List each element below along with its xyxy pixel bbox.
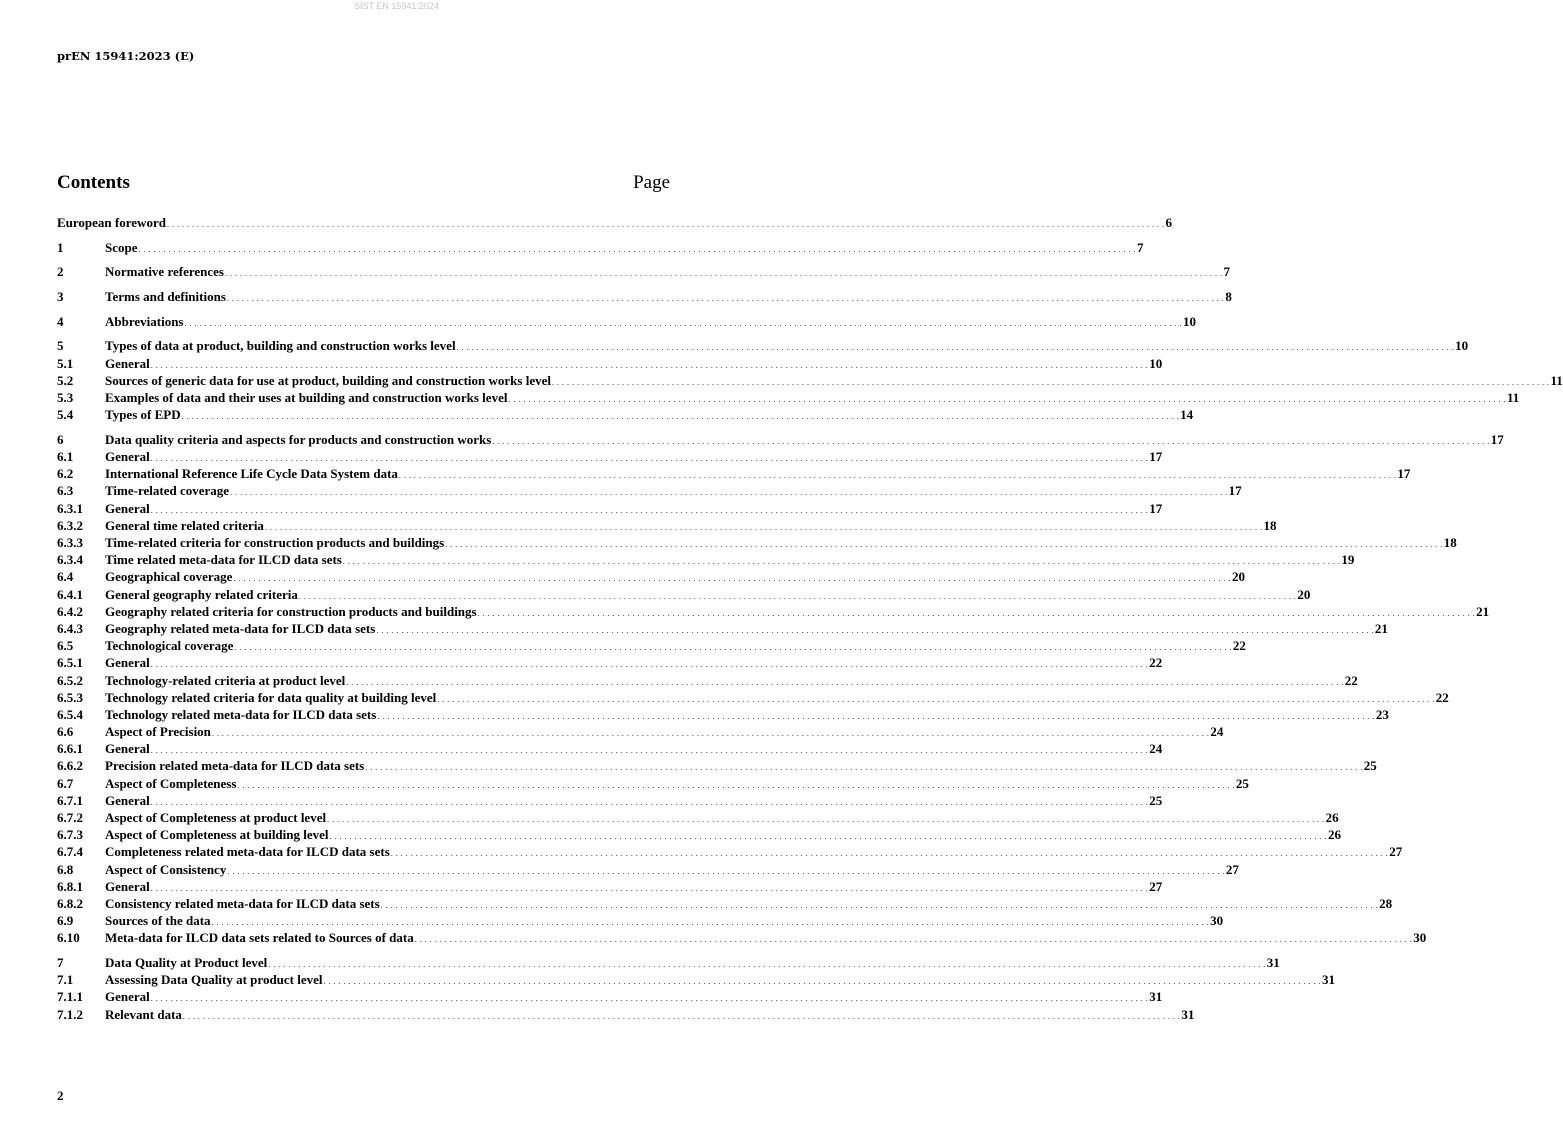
toc-entry-page: 19 [1341, 552, 1355, 568]
dot-leader: . . . . . . . . . . . . . . . . . . . . . . . . . . . . . . . . . . . . . . . . . . . . . . . . . . . . . . . . . . . . . . . . . . . . . . . . . . . . . . . . . . . . . . . . . . . . . . . . . . . . . . . . . . . . . . . . . . . . . . . . . . . . . . . . . . . . . . . . . . . . . . . . . . . . . . . . . . . . . . . . . . . . . . . . . . . . . . . . . . . . . . . . . . . . . . . . . . . . . . . . [264, 522, 1263, 532]
toc-entry-number: 6.7.1 [57, 792, 83, 808]
toc-entry-title: Time-related coverage [105, 483, 230, 499]
dot-leader: . . . . . . . . . . . . . . . . . . . . . . . . . . . . . . . . . . . . . . . . . . . . . . . . . . . . . . . . . . . . . . . . . . . . . . . . . . . . . . . . . . . . . . . . . . . . . . . . . . . . . . . . . . . . . . . . . . . . . . . . . . . . . . . . . . . . . . . . . . . . . . . . . . . . . . . . . . . . . . . . . . . . . . . . . . . . . . . . . . . . . . . . . . . . . . . . . . . . . . . . [346, 677, 1344, 687]
dot-leader: . . . . . . . . . . . . . . . . . . . . . . . . . . . . . . . . . . . . . . . . . . . . . . . . . . . . . . . . . . . . . . . . . . . . . . . . . . . . . . . . . . . . . . . . . . . . . . . . . . . . . . . . . . . . . . . . . . . . . . . . . . . . . . . . . . . . . . . . . . . . . . . . . . . . . . . . . . . . . . . . . . . . . . . . . . . . . . . . . . . . . . . . . . . . . . . . . . . . . . . . [552, 377, 1550, 387]
toc-entry-page: 8 [1225, 289, 1232, 305]
toc-entry-number: 5.4 [57, 407, 74, 423]
toc-entry-page: 22 [1232, 638, 1246, 654]
toc-entry-number: 2 [57, 264, 64, 280]
toc-entry-page: 7 [1137, 239, 1144, 255]
toc-entry-title: Time-related criteria for construction products and buildings [105, 535, 445, 550]
dot-leader: . . . . . . . . . . . . . . . . . . . . . . . . . . . . . . . . . . . . . . . . . . . . . . . . . . . . . . . . . . . . . . . . . . . . . . . . . . . . . . . . . . . . . . . . . . . . . . . . . . . . . . . . . . . . . . . . . . . . . . . . . . . . . . . . . . . . . . . . . . . . . . . . . . . . . . . . . . . . . . . . . . . . . . . . . . . . . . . . . . . . . . . . . . . . . . . . . . . . . . . . [323, 977, 1322, 987]
contents-title: Contents [57, 172, 130, 193]
toc-entry-number: 6.3.3 [57, 535, 83, 550]
dot-leader: . . . . . . . . . . . . . . . . . . . . . . . . . . . . . . . . . . . . . . . . . . . . . . . . . . . . . . . . . . . . . . . . . . . . . . . . . . . . . . . . . . . . . . . . . . . . . . . . . . . . . . . . . . . . . . . . . . . . . . . . . . . . . . . . . . . . . . . . . . . . . . . . . . . . . . . . . . . . . . . . . . . . . . . . . . . . . . . . . . . . . . . . . . . . . . . . . . . . . . . . [150, 746, 1149, 756]
toc-entry-title: Aspect of Consistency [105, 861, 227, 877]
dot-leader: . . . . . . . . . . . . . . . . . . . . . . . . . . . . . . . . . . . . . . . . . . . . . . . . . . . . . . . . . . . . . . . . . . . . . . . . . . . . . . . . . . . . . . . . . . . . . . . . . . . . . . . . . . . . . . . . . . . . . . . . . . . . . . . . . . . . . . . . . . . . . . . . . . . . . . . . . . . . . . . . . . . . . . . . . . . . . . . . . . . . . . . . . . . . . . . . . . . . . . . . [226, 294, 1225, 304]
toc-entry[interactable] [57, 878, 1163, 895]
toc-entry-page: 22 [1149, 655, 1163, 671]
toc-entry-number: 6.7.4 [57, 844, 83, 860]
toc-entry-title: Meta-data for ILCD data sets related to Sources of data [105, 930, 414, 946]
dot-leader: . . . . . . . . . . . . . . . . . . . . . . . . . . . . . . . . . . . . . . . . . . . . . . . . . . . . . . . . . . . . . . . . . . . . . . . . . . . . . . . . . . . . . . . . . . . . . . . . . . . . . . . . . . . . . . . . . . . . . . . . . . . . . . . . . . . . . . . . . . . . . . . . . . . . . . . . . . . . . . . . . . . . . . . . . . . . . . . . . . . . . . . . . . . . . . . . . . . . . . . . [150, 797, 1149, 807]
toc-entry-number: 6.5.4 [57, 706, 83, 722]
toc-entry-title: General [105, 655, 150, 671]
toc-entry[interactable] [57, 1006, 1195, 1023]
dot-leader: . . . . . . . . . . . . . . . . . . . . . . . . . . . . . . . . . . . . . . . . . . . . . . . . . . . . . . . . . . . . . . . . . . . . . . . . . . . . . . . . . . . . . . . . . . . . . . . . . . . . . . . . . . . . . . . . . . . . . . . . . . . . . . . . . . . . . . . . . . . . . . . . . . . . . . . . . . . . . . . . . . . . . . . . . . . . . . . . . . . . . . . . . . . . . . . . . . . . . . . . [182, 1011, 1181, 1021]
toc-entry[interactable] [57, 263, 1230, 280]
toc-entry-page: 25 [1149, 792, 1163, 808]
toc-entry-title: General [105, 989, 150, 1005]
dot-leader: . . . . . . . . . . . . . . . . . . . . . . . . . . . . . . . . . . . . . . . . . . . . . . . . . . . . . . . . . . . . . . . . . . . . . . . . . . . . . . . . . . . . . . . . . . . . . . . . . . . . . . . . . . . . . . . . . . . . . . . . . . . . . . . . . . . . . . . . . . . . . . . . . . . . . . . . . . . . . . . . . . . . . . . . . . . . . . . . . . . . . . . . . . . . . . . . . . . . . . . . [508, 395, 1506, 404]
toc-entry[interactable] [57, 620, 1388, 637]
toc-entry-number: 6.3 [57, 483, 74, 499]
dot-leader: . . . . . . . . . . . . . . . . . . . . . . . . . . . . . . . . . . . . . . . . . . . . . . . . . . . . . . . . . . . . . . . . . . . . . . . . . . . . . . . . . . . . . . . . . . . . . . . . . . . . . . . . . . . . . . . . . . . . . . . . . . . . . . . . . . . . . . . . . . . . . . . . . . . . . . . . . . . . . . . . . . . . . . . . . . . . . . . . . . . . . . . . . . . . . . . . . . . . . . . . [377, 711, 1375, 721]
dot-leader: . . . . . . . . . . . . . . . . . . . . . . . . . . . . . . . . . . . . . . . . . . . . . . . . . . . . . . . . . . . . . . . . . . . . . . . . . . . . . . . . . . . . . . . . . . . . . . . . . . . . . . . . . . . . . . . . . . . . . . . . . . . . . . . . . . . . . . . . . . . . . . . . . . . . . . . . . . . . . . . . . . . . . . . . . . . . . . . . . . . . . . . . . . . . . . . . . . . . . . . . [184, 318, 1182, 328]
toc-entry[interactable] [57, 355, 1163, 372]
toc-entry-title: Data Quality at Product level [105, 955, 268, 970]
toc-entry-number: 6.3.2 [57, 517, 83, 533]
toc-entry[interactable] [57, 337, 1469, 354]
toc-entry-number: 5.2 [57, 372, 74, 388]
dot-leader: . . . . . . . . . . . . . . . . . . . . . . . . . . . . . . . . . . . . . . . . . . . . . . . . . . . . . . . . . . . . . . . . . . . . . . . . . . . . . . . . . . . . . . . . . . . . . . . . . . . . . . . . . . . . . . . . . . . . . . . . . . . . . . . . . . . . . . . . . . . . . . . . . . . . . . . . . . . . . . . . . . . . . . . . . . . . . . . . . . . . . . . . . . . . . . . . . . . . . . . . [268, 960, 1266, 969]
dot-leader: . . . . . . . . . . . . . . . . . . . . . . . . . . . . . . . . . . . . . . . . . . . . . . . . . . . . . . . . . . . . . . . . . . . . . . . . . . . . . . . . . . . . . . . . . . . . . . . . . . . . . . . . . . . . . . . . . . . . . . . . . . . . . . . . . . . . . . . . . . . . . . . . . . . . . . . . . . . . . . . . . . . . . . . . . . . . . . . . . . . . . . . . . . . . . . . . . . . . . . . . [390, 849, 1389, 859]
toc-entry-title: Aspect of Precision [105, 724, 211, 740]
toc-entry-number: 7.1.2 [57, 1006, 83, 1022]
toc-entry-number: 6.3.4 [57, 552, 83, 568]
toc-entry-page: 26 [1328, 827, 1342, 843]
toc-entry-page: 7 [1223, 264, 1230, 280]
toc-entry-title: Geographical coverage [105, 569, 233, 585]
toc-entry-page: 23 [1375, 706, 1389, 722]
toc-entry-number: 6.7 [57, 775, 74, 791]
document-id: prEN 15941:2023 (E) [57, 49, 195, 63]
page-number: 2 [57, 1088, 64, 1103]
dot-leader: . . . . . . . . . . . . . . . . . . . . . . . . . . . . . . . . . . . . . . . . . . . . . . . . . . . . . . . . . . . . . . . . . . . . . . . . . . . . . . . . . . . . . . . . . . . . . . . . . . . . . . . . . . . . . . . . . . . . . . . . . . . . . . . . . . . . . . . . . . . . . . . . . . . . . . . . . . . . . . . . . . . . . . . . . . . . . . . . . . . . . . . . . . . . . . . . . . . . . . . . [234, 643, 1232, 653]
toc-entry-title: Data quality criteria and aspects for products and construction works [105, 431, 492, 447]
toc-entry-page: 27 [1149, 878, 1163, 894]
toc-entry-number: 3 [57, 289, 64, 305]
toc-entry-number: 7.1.1 [57, 989, 83, 1005]
toc-entry-title: General [105, 792, 150, 808]
toc-entry[interactable] [57, 551, 1355, 568]
dot-leader: . . . . . . . . . . . . . . . . . . . . . . . . . . . . . . . . . . . . . . . . . . . . . . . . . . . . . . . . . . . . . . . . . . . . . . . . . . . . . . . . . . . . . . . . . . . . . . . . . . . . . . . . . . . . . . . . . . . . . . . . . . . . . . . . . . . . . . . . . . . . . . . . . . . . . . . . . . . . . . . . . . . . . . . . . . . . . . . . . . . . . . . . . . . . . . . . . . . . . . . . [365, 763, 1363, 773]
toc-entry-page: 31 [1266, 955, 1280, 970]
toc-entry-title: General [105, 355, 150, 371]
toc-entry[interactable] [57, 689, 1449, 706]
toc-entry[interactable] [57, 431, 1504, 448]
toc-entry-title: Geography related criteria for construction products and buildings [105, 603, 477, 619]
toc-entry-title: Abbreviations [105, 313, 184, 329]
toc-entry-title: Time related meta-data for ILCD data sets [105, 552, 342, 568]
toc-entry-number: 6.2 [57, 466, 74, 482]
toc-entry[interactable] [57, 954, 1280, 971]
toc-entry-title: Sources of the data [105, 913, 211, 929]
toc-entry-title: Normative references [105, 264, 224, 280]
toc-entry-title: Types of data at product, building and construction works level [105, 338, 456, 354]
toc-entry-title: General [105, 878, 150, 894]
toc-entry-number: 5.3 [57, 390, 74, 405]
toc-entry[interactable] [57, 929, 1427, 946]
toc-entry[interactable] [57, 448, 1163, 465]
toc-entry[interactable] [57, 988, 1163, 1005]
toc-entry-number: 6.8.1 [57, 878, 83, 894]
toc-entry[interactable] [57, 500, 1163, 517]
toc-entry[interactable] [57, 895, 1393, 912]
dot-leader: . . . . . . . . . . . . . . . . . . . . . . . . . . . . . . . . . . . . . . . . . . . . . . . . . . . . . . . . . . . . . . . . . . . . . . . . . . . . . . . . . . . . . . . . . . . . . . . . . . . . . . . . . . . . . . . . . . . . . . . . . . . . . . . . . . . . . . . . . . . . . . . . . . . . . . . . . . . . . . . . . . . . . . . . . . . . . . . . . . . . . . . . . . . . . . . . . . . . . . . . [230, 488, 1228, 498]
toc-entry[interactable] [57, 971, 1336, 988]
toc-entry[interactable] [57, 740, 1163, 757]
toc-entry-page: 30 [1413, 930, 1427, 946]
toc-entry-page: 14 [1180, 407, 1194, 423]
toc-entry-number: 6.3.1 [57, 500, 83, 516]
toc-entry[interactable] [57, 861, 1239, 878]
dot-leader: . . . . . . . . . . . . . . . . . . . . . . . . . . . . . . . . . . . . . . . . . . . . . . . . . . . . . . . . . . . . . . . . . . . . . . . . . . . . . . . . . . . . . . . . . . . . . . . . . . . . . . . . . . . . . . . . . . . . . . . . . . . . . . . . . . . . . . . . . . . . . . . . . . . . . . . . . . . . . . . . . . . . . . . . . . . . . . . . . . . . . . . . . . . . . . . . . . . . . . . . [233, 574, 1231, 584]
page-column-label: Page [633, 172, 670, 193]
toc-entry-title: General [105, 741, 150, 757]
dot-leader: . . . . . . . . . . . . . . . . . . . . . . . . . . . . . . . . . . . . . . . . . . . . . . . . . . . . . . . . . . . . . . . . . . . . . . . . . . . . . . . . . . . . . . . . . . . . . . . . . . . . . . . . . . . . . . . . . . . . . . . . . . . . . . . . . . . . . . . . . . . . . . . . . . . . . . . . . . . . . . . . . . . . . . . . . . . . . . . . . . . . . . . . . . . . . . . . . . . . . . . . [327, 815, 1325, 824]
toc-entry-page: 18 [1443, 535, 1457, 550]
toc-entry-page: 20 [1297, 586, 1311, 602]
toc-entry[interactable] [57, 723, 1224, 740]
toc-entry[interactable] [57, 239, 1144, 256]
toc-entry-number: 6.6.2 [57, 758, 83, 774]
toc-entry-number: 4 [57, 313, 64, 329]
dot-leader: . . . . . . . . . . . . . . . . . . . . . . . . . . . . . . . . . . . . . . . . . . . . . . . . . . . . . . . . . . . . . . . . . . . . . . . . . . . . . . . . . . . . . . . . . . . . . . . . . . . . . . . . . . . . . . . . . . . . . . . . . . . . . . . . . . . . . . . . . . . . . . . . . . . . . . . . . . . . . . . . . . . . . . . . . . . . . . . . . . . . . . . . . . . . . . . . . . . . . . . . [150, 360, 1149, 370]
toc-entry-page: 18 [1263, 517, 1277, 533]
toc-entry[interactable] [57, 586, 1311, 603]
toc-entry-title: Types of EPD [105, 407, 181, 423]
toc-entry-page: 6 [1165, 215, 1172, 230]
toc-entry[interactable] [57, 603, 1490, 620]
toc-entry[interactable] [57, 465, 1411, 482]
toc-entry-number: 7 [57, 955, 64, 970]
toc-entry-title: Examples of data and their uses at building and construction works level [105, 390, 508, 405]
toc-entry-title: Aspect of Completeness at building level [105, 827, 329, 843]
toc-entry[interactable] [57, 389, 1520, 406]
toc-entry[interactable] [57, 792, 1163, 809]
toc-entry[interactable] [57, 826, 1342, 843]
toc-entry-page: 25 [1363, 758, 1377, 774]
toc-entry-number: 6.4.2 [57, 603, 83, 619]
dot-leader: . . . . . . . . . . . . . . . . . . . . . . . . . . . . . . . . . . . . . . . . . . . . . . . . . . . . . . . . . . . . . . . . . . . . . . . . . . . . . . . . . . . . . . . . . . . . . . . . . . . . . . . . . . . . . . . . . . . . . . . . . . . . . . . . . . . . . . . . . . . . . . . . . . . . . . . . . . . . . . . . . . . . . . . . . . . . . . . . . . . . . . . . . . . . . . . . . . . . . . . . [150, 505, 1149, 515]
dot-leader: . . . . . . . . . . . . . . . . . . . . . . . . . . . . . . . . . . . . . . . . . . . . . . . . . . . . . . . . . . . . . . . . . . . . . . . . . . . . . . . . . . . . . . . . . . . . . . . . . . . . . . . . . . . . . . . . . . . . . . . . . . . . . . . . . . . . . . . . . . . . . . . . . . . . . . . . . . . . . . . . . . . . . . . . . . . . . . . . . . . . . . . . . . . . . . . . . . . . . . . . [225, 269, 1223, 279]
toc-entry[interactable] [57, 809, 1339, 826]
toc-entry-title: General [105, 500, 150, 516]
dot-leader: . . . . . . . . . . . . . . . . . . . . . . . . . . . . . . . . . . . . . . . . . . . . . . . . . . . . . . . . . . . . . . . . . . . . . . . . . . . . . . . . . . . . . . . . . . . . . . . . . . . . . . . . . . . . . . . . . . . . . . . . . . . . . . . . . . . . . . . . . . . . . . . . . . . . . . . . . . . . . . . . . . . . . . . . . . . . . . . . . . . . . . . . . . . . . . . . . . . . . . . . [150, 994, 1149, 1004]
toc-entry[interactable] [57, 757, 1377, 774]
toc-entry-number: 6.7.2 [57, 810, 83, 825]
toc-entry-title: Assessing Data Quality at product level [105, 972, 323, 988]
dot-leader: . . . . . . . . . . . . . . . . . . . . . . . . . . . . . . . . . . . . . . . . . . . . . . . . . . . . . . . . . . . . . . . . . . . . . . . . . . . . . . . . . . . . . . . . . . . . . . . . . . . . . . . . . . . . . . . . . . . . . . . . . . . . . . . . . . . . . . . . . . . . . . . . . . . . . . . . . . . . . . . . . . . . . . . . . . . . . . . . . . . . . . . . . . . . . . . . . . . . . . . . [298, 591, 1297, 601]
toc-entry-page: 11 [1506, 390, 1520, 405]
toc-entry-number: 6 [57, 431, 64, 447]
dot-leader: . . . . . . . . . . . . . . . . . . . . . . . . . . . . . . . . . . . . . . . . . . . . . . . . . . . . . . . . . . . . . . . . . . . . . . . . . . . . . . . . . . . . . . . . . . . . . . . . . . . . . . . . . . . . . . . . . . . . . . . . . . . . . . . . . . . . . . . . . . . . . . . . . . . . . . . . . . . . . . . . . . . . . . . . . . . . . . . . . . . . . . . . . . . . . . . . . . . . . . . . [138, 244, 1136, 254]
toc-entry-title: Precision related meta-data for ILCD data sets [105, 758, 365, 774]
contents-heading [57, 172, 670, 194]
dot-leader: . . . . . . . . . . . . . . . . . . . . . . . . . . . . . . . . . . . . . . . . . . . . . . . . . . . . . . . . . . . . . . . . . . . . . . . . . . . . . . . . . . . . . . . . . . . . . . . . . . . . . . . . . . . . . . . . . . . . . . . . . . . . . . . . . . . . . . . . . . . . . . . . . . . . . . . . . . . . . . . . . . . . . . . . . . . . . . . . . . . . . . . . . . . . . . . . . . . . . . . . [437, 694, 1435, 704]
dot-leader: . . . . . . . . . . . . . . . . . . . . . . . . . . . . . . . . . . . . . . . . . . . . . . . . . . . . . . . . . . . . . . . . . . . . . . . . . . . . . . . . . . . . . . . . . . . . . . . . . . . . . . . . . . . . . . . . . . . . . . . . . . . . . . . . . . . . . . . . . . . . . . . . . . . . . . . . . . . . . . . . . . . . . . . . . . . . . . . . . . . . . . . . . . . . . . . . . . . . . . . . [477, 608, 1476, 618]
toc-entry-page: 22 [1435, 689, 1449, 705]
toc-entry-page: 17 [1149, 500, 1163, 516]
toc-entry-number: 6.8 [57, 861, 74, 877]
toc-entry-number: 1 [57, 239, 64, 255]
toc-entry-number: 6.4.3 [57, 620, 83, 636]
dot-leader: . . . . . . . . . . . . . . . . . . . . . . . . . . . . . . . . . . . . . . . . . . . . . . . . . . . . . . . . . . . . . . . . . . . . . . . . . . . . . . . . . . . . . . . . . . . . . . . . . . . . . . . . . . . . . . . . . . . . . . . . . . . . . . . . . . . . . . . . . . . . . . . . . . . . . . . . . . . . . . . . . . . . . . . . . . . . . . . . . . . . . . . . . . . . . . . . . . . . . . . . [211, 918, 1210, 928]
toc-entry-page: 24 [1210, 724, 1224, 740]
toc-entry-number: 6.6 [57, 724, 74, 740]
toc-entry-number: 6.7.3 [57, 827, 83, 843]
toc-entry-number: 6.5.2 [57, 672, 83, 688]
toc-entry-number: 6.4 [57, 569, 74, 585]
toc-entry-page: 17 [1228, 483, 1242, 499]
toc-entry-title: Aspect of Completeness at product level [105, 810, 327, 825]
dot-leader: . . . . . . . . . . . . . . . . . . . . . . . . . . . . . . . . . . . . . . . . . . . . . . . . . . . . . . . . . . . . . . . . . . . . . . . . . . . . . . . . . . . . . . . . . . . . . . . . . . . . . . . . . . . . . . . . . . . . . . . . . . . . . . . . . . . . . . . . . . . . . . . . . . . . . . . . . . . . . . . . . . . . . . . . . . . . . . . . . . . . . . . . . . . . . . . . . . . . . . . . [211, 729, 1210, 739]
dot-leader: . . . . . . . . . . . . . . . . . . . . . . . . . . . . . . . . . . . . . . . . . . . . . . . . . . . . . . . . . . . . . . . . . . . . . . . . . . . . . . . . . . . . . . . . . . . . . . . . . . . . . . . . . . . . . . . . . . . . . . . . . . . . . . . . . . . . . . . . . . . . . . . . . . . . . . . . . . . . . . . . . . . . . . . . . . . . . . . . . . . . . . . . . . . . . . . . . . . . . . . . [329, 832, 1328, 842]
toc-entry-title: Completeness related meta-data for ILCD data sets [105, 844, 390, 860]
toc-entry-title: International Reference Life Cycle Data System data [105, 466, 398, 482]
toc-entry-title: Technology-related criteria at product level [105, 672, 346, 688]
toc-entry-title: Scope [105, 239, 138, 255]
dot-leader: . . . . . . . . . . . . . . . . . . . . . . . . . . . . . . . . . . . . . . . . . . . . . . . . . . . . . . . . . . . . . . . . . . . . . . . . . . . . . . . . . . . . . . . . . . . . . . . . . . . . . . . . . . . . . . . . . . . . . . . . . . . . . . . . . . . . . . . . . . . . . . . . . . . . . . . . . . . . . . . . . . . . . . . . . . . . . . . . . . . . . . . . . . . . . . . . . . . . . . . . [181, 412, 1180, 422]
toc-entry-page: 21 [1374, 620, 1388, 636]
dot-leader: . . . . . . . . . . . . . . . . . . . . . . . . . . . . . . . . . . . . . . . . . . . . . . . . . . . . . . . . . . . . . . . . . . . . . . . . . . . . . . . . . . . . . . . . . . . . . . . . . . . . . . . . . . . . . . . . . . . . . . . . . . . . . . . . . . . . . . . . . . . . . . . . . . . . . . . . . . . . . . . . . . . . . . . . . . . . . . . . . . . . . . . . . . . . . . . . . . . . . . . . [492, 436, 1490, 446]
toc-entry-number: 6.5.1 [57, 655, 83, 671]
toc-entry[interactable] [57, 637, 1246, 654]
toc-entry[interactable] [57, 568, 1245, 585]
toc-entry-page: 17 [1397, 466, 1411, 482]
toc-entry[interactable] [57, 372, 1563, 389]
watermark: SIST EN 15941:2024 [354, 1, 439, 11]
toc-entry[interactable] [57, 672, 1358, 689]
toc-entry-title: General time related criteria [105, 517, 264, 533]
dot-leader: . . . . . . . . . . . . . . . . . . . . . . . . . . . . . . . . . . . . . . . . . . . . . . . . . . . . . . . . . . . . . . . . . . . . . . . . . . . . . . . . . . . . . . . . . . . . . . . . . . . . . . . . . . . . . . . . . . . . . . . . . . . . . . . . . . . . . . . . . . . . . . . . . . . . . . . . . . . . . . . . . . . . . . . . . . . . . . . . . . . . . . . . . . . . . . . . . . . . . . . . [237, 780, 1235, 790]
toc-entry-page: 27 [1389, 844, 1403, 860]
table-of-contents [57, 214, 1563, 1023]
toc-entry-title: European foreword [57, 215, 166, 230]
toc-entry-number: 6.9 [57, 913, 74, 929]
toc-entry[interactable] [57, 775, 1249, 792]
toc-entry-page: 25 [1235, 775, 1249, 791]
toc-entry[interactable] [57, 706, 1389, 723]
toc-entry-title: Technology related meta-data for ILCD data sets [105, 706, 377, 722]
toc-entry-page: 30 [1210, 913, 1224, 929]
toc-entry-page: 21 [1476, 603, 1490, 619]
toc-entry-title: Aspect of Completeness [105, 775, 237, 791]
toc-entry-title: Geography related meta-data for ILCD data sets [105, 620, 376, 636]
toc-entry[interactable] [57, 313, 1196, 330]
toc-entry-page: 26 [1325, 810, 1339, 825]
dot-leader: . . . . . . . . . . . . . . . . . . . . . . . . . . . . . . . . . . . . . . . . . . . . . . . . . . . . . . . . . . . . . . . . . . . . . . . . . . . . . . . . . . . . . . . . . . . . . . . . . . . . . . . . . . . . . . . . . . . . . . . . . . . . . . . . . . . . . . . . . . . . . . . . . . . . . . . . . . . . . . . . . . . . . . . . . . . . . . . . . . . . . . . . . . . . . . . . . . . . . . . . [342, 557, 1341, 567]
toc-entry[interactable] [57, 482, 1242, 499]
dot-leader: . . . . . . . . . . . . . . . . . . . . . . . . . . . . . . . . . . . . . . . . . . . . . . . . . . . . . . . . . . . . . . . . . . . . . . . . . . . . . . . . . . . . . . . . . . . . . . . . . . . . . . . . . . . . . . . . . . . . . . . . . . . . . . . . . . . . . . . . . . . . . . . . . . . . . . . . . . . . . . . . . . . . . . . . . . . . . . . . . . . . . . . . . . . . . . . . . . . . . . . . [380, 900, 1379, 910]
toc-entry-title: Technology related criteria for data quality at building level [105, 689, 437, 705]
toc-entry-page: 20 [1231, 569, 1245, 585]
toc-entry[interactable] [57, 912, 1224, 929]
toc-entry-page: 11 [1550, 372, 1563, 388]
toc-entry[interactable] [57, 843, 1403, 860]
toc-entry[interactable] [57, 517, 1277, 534]
toc-entry-page: 10 [1455, 338, 1469, 354]
toc-entry[interactable] [57, 534, 1457, 551]
toc-entry-number: 6.8.2 [57, 895, 83, 911]
toc-entry-number: 6.1 [57, 449, 74, 465]
toc-entry-title: Sources of generic data for use at product, building and construction works level [105, 372, 551, 388]
dot-leader: . . . . . . . . . . . . . . . . . . . . . . . . . . . . . . . . . . . . . . . . . . . . . . . . . . . . . . . . . . . . . . . . . . . . . . . . . . . . . . . . . . . . . . . . . . . . . . . . . . . . . . . . . . . . . . . . . . . . . . . . . . . . . . . . . . . . . . . . . . . . . . . . . . . . . . . . . . . . . . . . . . . . . . . . . . . . . . . . . . . . . . . . . . . . . . . . . . . . . . . . [150, 454, 1149, 464]
toc-entry-title: General geography related criteria [105, 586, 298, 602]
dot-leader: . . . . . . . . . . . . . . . . . . . . . . . . . . . . . . . . . . . . . . . . . . . . . . . . . . . . . . . . . . . . . . . . . . . . . . . . . . . . . . . . . . . . . . . . . . . . . . . . . . . . . . . . . . . . . . . . . . . . . . . . . . . . . . . . . . . . . . . . . . . . . . . . . . . . . . . . . . . . . . . . . . . . . . . . . . . . . . . . . . . . . . . . . . . . . . . . . . . . . . . . [445, 540, 1443, 549]
toc-entry-number: 5 [57, 338, 64, 354]
toc-entry-page: 27 [1225, 861, 1239, 877]
toc-entry-page: 31 [1149, 989, 1163, 1005]
toc-entry-title: Relevant data [105, 1006, 182, 1022]
toc-entry-title: Terms and definitions [105, 289, 226, 305]
dot-leader: . . . . . . . . . . . . . . . . . . . . . . . . . . . . . . . . . . . . . . . . . . . . . . . . . . . . . . . . . . . . . . . . . . . . . . . . . . . . . . . . . . . . . . . . . . . . . . . . . . . . . . . . . . . . . . . . . . . . . . . . . . . . . . . . . . . . . . . . . . . . . . . . . . . . . . . . . . . . . . . . . . . . . . . . . . . . . . . . . . . . . . . . . . . . . . . . . . . . . . . . [414, 935, 1413, 945]
toc-entry[interactable] [57, 214, 1172, 231]
toc-entry-page: 24 [1149, 741, 1163, 757]
toc-entry[interactable] [57, 654, 1163, 671]
toc-entry-page: 22 [1344, 672, 1358, 688]
toc-entry-number: 6.5 [57, 638, 74, 654]
dot-leader: . . . . . . . . . . . . . . . . . . . . . . . . . . . . . . . . . . . . . . . . . . . . . . . . . . . . . . . . . . . . . . . . . . . . . . . . . . . . . . . . . . . . . . . . . . . . . . . . . . . . . . . . . . . . . . . . . . . . . . . . . . . . . . . . . . . . . . . . . . . . . . . . . . . . . . . . . . . . . . . . . . . . . . . . . . . . . . . . . . . . . . . . . . . . . . . . . . . . . . . . [227, 866, 1225, 876]
toc-entry-number: 6.10 [57, 930, 80, 946]
dot-leader: . . . . . . . . . . . . . . . . . . . . . . . . . . . . . . . . . . . . . . . . . . . . . . . . . . . . . . . . . . . . . . . . . . . . . . . . . . . . . . . . . . . . . . . . . . . . . . . . . . . . . . . . . . . . . . . . . . . . . . . . . . . . . . . . . . . . . . . . . . . . . . . . . . . . . . . . . . . . . . . . . . . . . . . . . . . . . . . . . . . . . . . . . . . . . . . . . . . . . . . . [166, 220, 1165, 229]
toc-entry-page: 17 [1490, 431, 1504, 447]
toc-entry[interactable] [57, 406, 1194, 423]
toc-entry-page: 31 [1181, 1006, 1195, 1022]
toc-entry-number: 5.1 [57, 355, 74, 371]
toc-entry-page: 10 [1149, 355, 1163, 371]
toc-entry-title: Consistency related meta-data for ILCD data sets [105, 895, 380, 911]
toc-entry-number: 6.4.1 [57, 586, 83, 602]
toc-entry-page: 31 [1322, 972, 1336, 988]
toc-entry-number: 7.1 [57, 972, 74, 988]
toc-entry-title: General [105, 449, 150, 465]
dot-leader: . . . . . . . . . . . . . . . . . . . . . . . . . . . . . . . . . . . . . . . . . . . . . . . . . . . . . . . . . . . . . . . . . . . . . . . . . . . . . . . . . . . . . . . . . . . . . . . . . . . . . . . . . . . . . . . . . . . . . . . . . . . . . . . . . . . . . . . . . . . . . . . . . . . . . . . . . . . . . . . . . . . . . . . . . . . . . . . . . . . . . . . . . . . . . . . . . . . . . . . . [376, 625, 1374, 635]
dot-leader: . . . . . . . . . . . . . . . . . . . . . . . . . . . . . . . . . . . . . . . . . . . . . . . . . . . . . . . . . . . . . . . . . . . . . . . . . . . . . . . . . . . . . . . . . . . . . . . . . . . . . . . . . . . . . . . . . . . . . . . . . . . . . . . . . . . . . . . . . . . . . . . . . . . . . . . . . . . . . . . . . . . . . . . . . . . . . . . . . . . . . . . . . . . . . . . . . . . . . . . . [150, 660, 1149, 670]
toc-entry[interactable] [57, 288, 1232, 305]
toc-entry-number: 6.5.3 [57, 689, 83, 705]
dot-leader: . . . . . . . . . . . . . . . . . . . . . . . . . . . . . . . . . . . . . . . . . . . . . . . . . . . . . . . . . . . . . . . . . . . . . . . . . . . . . . . . . . . . . . . . . . . . . . . . . . . . . . . . . . . . . . . . . . . . . . . . . . . . . . . . . . . . . . . . . . . . . . . . . . . . . . . . . . . . . . . . . . . . . . . . . . . . . . . . . . . . . . . . . . . . . . . . . . . . . . . . [456, 343, 1455, 353]
toc-entry-number: 6.6.1 [57, 741, 83, 757]
toc-entry-page: 10 [1183, 313, 1196, 329]
toc-entry-page: 17 [1149, 449, 1163, 465]
dot-leader: . . . . . . . . . . . . . . . . . . . . . . . . . . . . . . . . . . . . . . . . . . . . . . . . . . . . . . . . . . . . . . . . . . . . . . . . . . . . . . . . . . . . . . . . . . . . . . . . . . . . . . . . . . . . . . . . . . . . . . . . . . . . . . . . . . . . . . . . . . . . . . . . . . . . . . . . . . . . . . . . . . . . . . . . . . . . . . . . . . . . . . . . . . . . . . . . . . . . . . . . [398, 471, 1397, 481]
toc-entry-page: 28 [1379, 895, 1393, 911]
toc-entry-title: Technological coverage [105, 638, 234, 654]
dot-leader: . . . . . . . . . . . . . . . . . . . . . . . . . . . . . . . . . . . . . . . . . . . . . . . . . . . . . . . . . . . . . . . . . . . . . . . . . . . . . . . . . . . . . . . . . . . . . . . . . . . . . . . . . . . . . . . . . . . . . . . . . . . . . . . . . . . . . . . . . . . . . . . . . . . . . . . . . . . . . . . . . . . . . . . . . . . . . . . . . . . . . . . . . . . . . . . . . . . . . . . . [150, 883, 1149, 893]
